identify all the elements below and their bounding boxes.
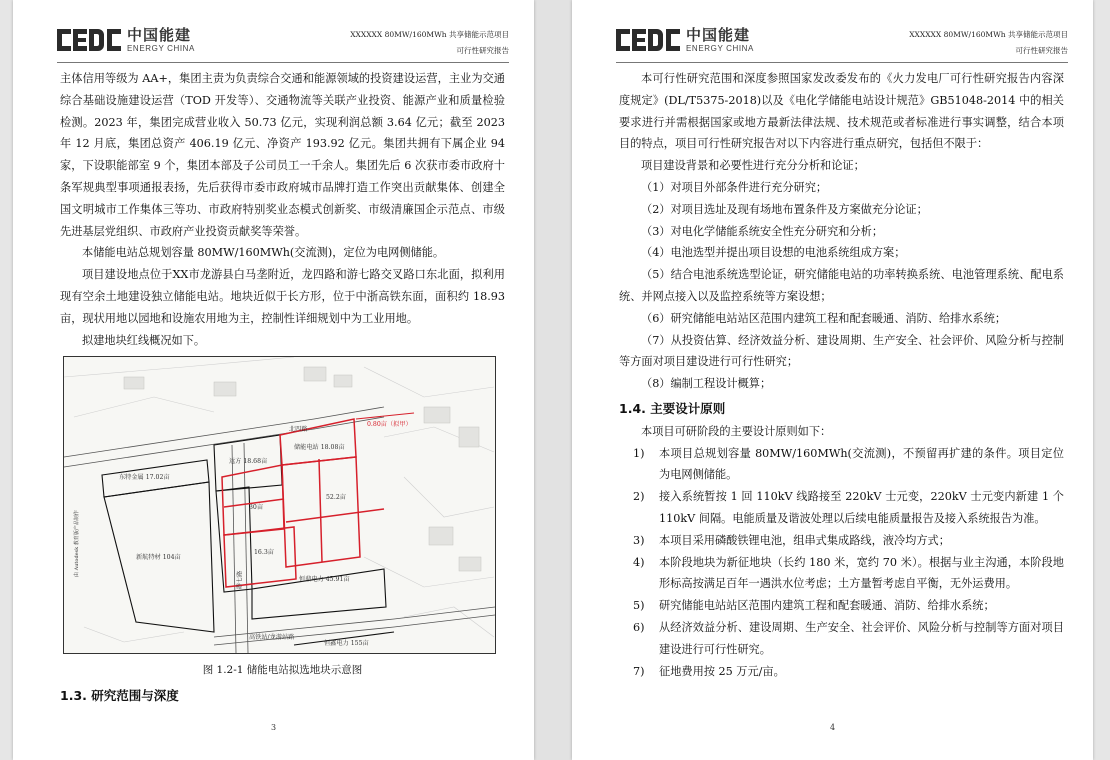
header-project: XXXXXX 80MW/160MWh 共享储能示范项目: [350, 30, 509, 39]
map-label-lot-163: 16.3亩: [254, 549, 274, 557]
principle-number: 7): [633, 664, 645, 678]
map-label-road-south: 游七路: [235, 571, 244, 590]
scope-item: （3）对电化学储能系统安全性充分研究和分析；: [641, 224, 884, 238]
paragraph: 项目建设背景和必要性进行充分分析和论证；: [641, 159, 865, 173]
scope-item: （2）对项目选址及现有场地布置条件及方案做充分论证；: [641, 202, 928, 216]
map-label-dongte: [119, 467, 170, 489]
map-label-hengding-name: 恒鼎电力: [299, 576, 324, 584]
map-label-storage-name: 储能电站: [294, 444, 319, 452]
principle-text: 从经济效益分析、建设周期、生产安全、社会评价、风险分析与控制等方面对项目建设进行可行性研究。: [659, 620, 1064, 656]
section-heading: 1.4. 主要设计原则: [619, 400, 726, 416]
figure-caption: 图 1.2-1 储能电站拟选地块示意图: [202, 664, 363, 677]
page-number: 3: [270, 723, 277, 732]
scope-item: （5）结合电池系统选型论证，研究储能电站的功率转换系统、电池管理系统、配电系统、并网点接入以及监控系统等方案设想；: [619, 268, 1064, 303]
paragraph: 本可行性研究范围和深度参照国家发改委发布的《火力发电厂可行性研究报告内容深度规定》(DL/T5375-2018)以及《电化学储能电站设计规范》GB51048-2014 中的相关要求进行并需根据国家或地方最新法律法规、技术规范或者标准进行事实调整，结合本项目的特点，项目可行性研究报告对以下内容进行重点研究，包括但不限于：: [619, 72, 1064, 151]
map-label-storage-area: 18.08亩: [320, 444, 345, 452]
paragraph: 拟建地块红线概况如下。: [82, 333, 206, 347]
principle-number: 5): [633, 599, 645, 613]
principle-item: [619, 552, 1064, 596]
principle-item: [619, 486, 1064, 530]
page-header: [616, 22, 1068, 63]
principle-item: [619, 443, 1064, 487]
brand-cn: 中国能建: [686, 25, 751, 44]
map-label-dongte-area: 17.02亩: [145, 474, 170, 482]
principle-text: 征地费用按 25 万元/亩。: [659, 664, 785, 678]
map-label-lot-30: 30亩: [249, 504, 264, 512]
map-label-hengding: [299, 569, 350, 591]
page-number: 4: [829, 723, 836, 732]
scope-item: （4）电池选型并提出项目设想的电池系统组成方案；: [641, 246, 906, 260]
paragraph: 本储能电站总规划容量 80MW/160MWh(交流测)，定位为电网侧储能。: [82, 246, 445, 260]
paragraph: 本项目可研阶段的主要设计原则如下：: [641, 424, 832, 438]
map-label-yuanfang-name: 远方: [229, 458, 242, 466]
principle-number: 4): [633, 555, 645, 569]
map-side-note: 由 Autodesk 教育版产品制作: [74, 510, 80, 578]
principle-number: 6): [633, 620, 645, 634]
principle-item: [619, 661, 1064, 683]
map-label-hengxin-area: 155亩: [350, 640, 369, 648]
principle-text: 接入系统暂按 1 回 110kV 线路接至 220kV 士元变，220kV 士元变内新建 1 个 110kV 间隔。电能质量及谐波处理以后续电能质量报告及接入系统报告为准。: [659, 490, 1064, 525]
company-logo: [57, 26, 195, 54]
brand-en: ENERGY CHINA: [686, 43, 754, 53]
header-title: [909, 27, 1068, 59]
principles-list: [619, 443, 1064, 683]
map-label-yuanfang: [229, 451, 267, 473]
scope-item: （8）编制工程设计概算；: [641, 377, 772, 391]
scope-item: （1）对项目外部条件进行充分研究；: [641, 180, 828, 194]
site-map-drawing: [64, 357, 495, 653]
scope-item: （7）从投资估算、经济效益分析、建设周期、生产安全、社会评价、风险分析与控制等方面对项目建设进行可行性研究；: [619, 333, 1064, 369]
principle-number: 3): [633, 533, 645, 547]
company-logo: [616, 26, 754, 54]
page-4-body: [619, 68, 1064, 682]
page-gap: [534, 0, 572, 760]
brand-cn: 中国能建: [127, 25, 192, 44]
map-label-hengxin-name: 恒鑫电力: [324, 640, 349, 648]
principle-text: 本阶段地块为新征地块（长约 180 米，宽约 70 米）。根据与业主沟通，本阶段地形标高按满足百年一遇洪水位考虑；土方量暂考虑自平衡，无外运费用。: [659, 555, 1064, 591]
map-label-area-note: 0.80亩（拟甲）: [367, 421, 412, 429]
map-label-hengding-area: 45.91亩: [325, 576, 350, 584]
section-heading: 1.3. 研究范围与深度: [60, 688, 179, 704]
map-label-road-bottom: 高铁站/龙游站路: [249, 634, 295, 642]
map-label-dongte-name: 东特金属: [119, 474, 144, 482]
header-report: 可行性研究报告: [456, 46, 509, 55]
scope-item: （6）研究储能电站站区范围内建筑工程和配套暖通、消防、给排水系统；: [641, 311, 1007, 325]
map-label-xinneng: 新航特材 104亩: [136, 554, 181, 562]
map-label-hengxin: [324, 633, 369, 654]
brand-en: ENERGY CHINA: [127, 43, 195, 53]
site-map-figure: [63, 356, 496, 654]
principle-item: [619, 595, 1064, 617]
header-project: XXXXXX 80MW/160MWh 共享储能示范项目: [909, 30, 1068, 39]
principle-number: 2): [633, 490, 645, 504]
scope-list: [619, 177, 1064, 395]
principle-text: 研究储能电站站区范围内建筑工程和配套暖通、消防、给排水系统；: [659, 599, 995, 613]
header-title: [350, 27, 509, 59]
principle-text: 本项目采用磷酸铁锂电池，组串式集成路线，液冷均方式；: [659, 533, 950, 547]
map-label-storage: [294, 437, 345, 459]
document-page-3: [13, 0, 534, 760]
header-report: 可行性研究报告: [1015, 46, 1068, 55]
map-label-north-road: 北四路: [289, 426, 308, 434]
map-label-yuanfang-area: 18.68亩: [243, 458, 268, 466]
ceec-logo-icon: [57, 29, 121, 51]
principle-number: 1): [633, 446, 645, 460]
paragraph: 主体信用等级为 AA+，集团主责为负责综合交通和能源领域的投资建设运营，主业为交通综合基础设施建设运营（TOD 开发等）、交通物流等关联产业投资、能源产业和质量检验检测。2023 年，集团完成营业收入 50.73 亿元，实现利润总额 3.64 亿元；截至 2023 年 12 月底，集团总资产 406.19 亿元、净资产 193.92 亿元。集团共拥有下属企业 94 家，下设职能部室 9 个，集团本部及子公司员工一千余人。集团先后 6 次获市委市政府十条军规典型事项通报表扬，先后获得市委市政府城市品牌打造工作突出贡献集体、创建全国文明城市工作集体三等功、市政府特别奖业态模式创新奖、市级清廉国企示范点、市级先进基层党组织、市政府产业投资贡献奖等荣誉。: [60, 72, 505, 238]
ceec-logo-icon: [616, 29, 680, 51]
page-3-body: [60, 68, 505, 707]
page-header: [57, 22, 509, 63]
principle-text: 本项目总规划容量 80MW/160MWh(交流测)，不预留再扩建的条件。项目定位为电网侧储能。: [659, 446, 1064, 482]
principle-item: [619, 617, 1064, 661]
principle-item: [619, 530, 1064, 552]
paragraph: 项目建设地点位于XX市龙游县白马垄附近，龙四路和游七路交叉路口东北面，拟利用现有空余土地建设独立储能电站。地块近似于长方形，位于中浙高铁东面，面积约 18.93 亩，现状用地以园地和设施农用地为主，控制性详细规划中为工业用地。: [60, 268, 505, 325]
map-label-lot-52: 52.2亩: [326, 494, 346, 502]
document-page-4: [572, 0, 1093, 760]
